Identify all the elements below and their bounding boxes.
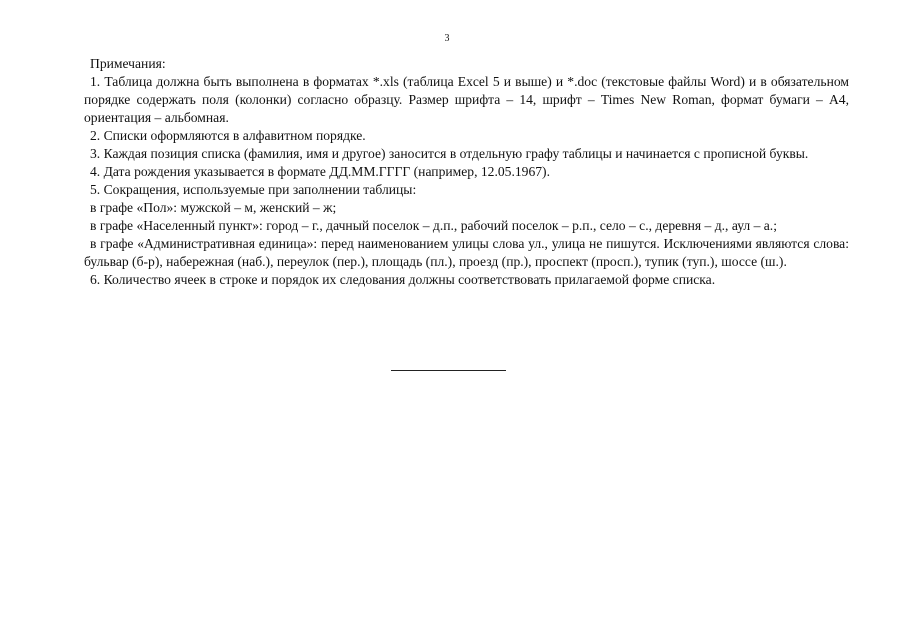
note-item-4: 4. Дата рождения указывается в формате ДД.ММ.ГГГГ (например, 12.05.1967). xyxy=(90,164,550,179)
note-item-6: 6. Количество ячеек в строке и порядок их следования должны соответствовать прилагаемой форме списка. xyxy=(90,272,716,287)
note-item-5-locality: в графе «Населенный пункт»: город – г., дачный поселок – д.п., рабочий поселок – р.п., село – с., деревня – д., аул – а.; xyxy=(90,218,777,233)
notes-heading: Примечания: xyxy=(90,56,166,71)
notes-section xyxy=(84,55,849,289)
note-item-1: 1. Таблица должна быть выполнена в форматах *.xls (таблица Excel 5 и выше) и *.doc (текстовые файлы Word) и в обязательном порядке содержать поля (колонки) согласно образцу. Размер шрифта – 14, шрифт – Times New Roman, формат бумаги – А4, ориентация – альбомная. xyxy=(84,74,849,125)
end-separator-line xyxy=(391,370,506,371)
note-item-5-admin-unit: в графе «Административная единица»: перед наименованием улицы слова ул., улица не пишутся. Исключениями являются слова: бульвар (б-р), набережная (наб.), переулок (пер.), площадь (пл.), проезд (пр.), проспект (просп.), тупик (туп.), шоссе (ш.). xyxy=(84,236,849,269)
note-item-5-gender: в графе «Пол»: мужской – м, женский – ж; xyxy=(90,200,337,215)
note-item-5: 5. Сокращения, используемые при заполнении таблицы: xyxy=(90,182,417,197)
note-item-3: 3. Каждая позиция списка (фамилия, имя и другое) заносится в отдельную графу таблицы и начинается с прописной буквы. xyxy=(90,146,809,161)
page-number: 3 xyxy=(444,33,450,44)
note-item-2: 2. Списки оформляются в алфавитном порядке. xyxy=(90,128,366,143)
